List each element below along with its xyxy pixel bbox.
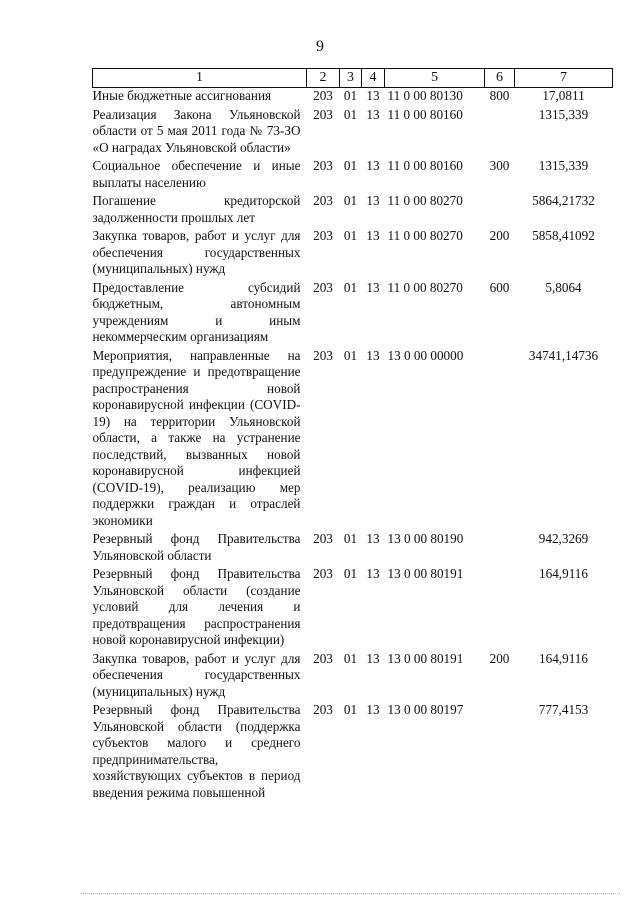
table-row [93, 348, 613, 532]
table-row [93, 88, 613, 107]
budget-table [92, 68, 613, 803]
row-subsection-cell: 13 [366, 531, 380, 546]
row-subsection-cell: 13 [366, 279, 380, 295]
table-row [93, 280, 613, 348]
row-gov-code-cell: 203 [313, 347, 333, 363]
row-name-cell: Резервный фонд Правительства Ульяновской области (поддержка субъектов малого и среднего предпринимательства, хозяйствующих субъектов в период введения режима повышенной [92, 702, 301, 800]
row-section-cell: 01 [343, 279, 358, 295]
row-name-cell: Мероприятия, направленные на предупреждение и предотвращение распространения новой коронавирусной инфекции (COVID-19) на территории Ульяновской области, а также на устранение последствий, вызванных новой коронавирусной инфекцией (COVID-19), реализацию мер поддержки граждан и отраслей экономики [92, 347, 301, 528]
column-header: 7 [515, 69, 613, 88]
row-amount-cell: 5858,41092 [532, 228, 595, 243]
row-gov-code-cell: 203 [313, 228, 333, 243]
row-amount-cell: 5864,21732 [532, 193, 595, 208]
column-header: 4 [362, 69, 385, 88]
row-target-article-cell: 13 0 00 80190 [387, 531, 464, 546]
row-subsection-cell: 13 [366, 158, 380, 173]
row-section-cell: 01 [343, 347, 358, 363]
row-amount-cell: 164,9116 [539, 650, 588, 666]
row-subsection-cell: 13 [366, 347, 380, 363]
row-expense-type-cell [485, 702, 515, 803]
row-subsection-cell: 13 [366, 106, 380, 122]
row-target-article-cell: 11 0 00 80160 [387, 106, 463, 122]
row-gov-code-cell: 203 [313, 650, 333, 666]
row-name-cell: Закупка товаров, работ и услуг для обеспечения государственных (муниципальных) нужд [92, 650, 301, 699]
column-header: 5 [385, 69, 485, 88]
row-expense-type-cell: 600 [489, 279, 510, 295]
table-row [93, 566, 613, 651]
row-subsection-cell: 13 [366, 88, 380, 103]
row-name-cell: Резервный фонд Правительства Ульяновской области (создание условий для лечения и предотвращения распространения новой коронавирусной инфекции) [92, 566, 301, 647]
row-name-cell: Реализация Закона Ульяновской области от 5 мая 2011 года № 73-ЗО «О наградах Ульяновской области» [92, 106, 301, 155]
column-header: 2 [307, 69, 340, 88]
row-expense-type-cell [485, 566, 515, 651]
row-expense-type-cell [485, 348, 515, 532]
row-target-article-cell: 11 0 00 80270 [387, 193, 463, 208]
row-section-cell: 01 [343, 702, 358, 717]
row-section-cell: 01 [343, 158, 358, 173]
page-bottom-divider [80, 893, 620, 894]
row-gov-code-cell: 203 [313, 193, 333, 208]
column-header: 1 [93, 69, 307, 88]
table-row [93, 107, 613, 159]
row-gov-code-cell: 203 [313, 702, 333, 717]
row-amount-cell: 5,8064 [545, 279, 582, 295]
row-target-article-cell: 13 0 00 80197 [387, 702, 464, 717]
row-expense-type-cell: 300 [489, 158, 510, 173]
header-row [93, 69, 613, 88]
row-name-cell: Предоставление субсидий бюджетным, автономным учреждениям и иным некоммерческим организациям [92, 279, 301, 344]
table-row [93, 651, 613, 703]
row-subsection-cell: 13 [366, 193, 380, 208]
table-row [93, 702, 613, 803]
column-header: 6 [485, 69, 515, 88]
row-amount-cell: 34741,14736 [528, 347, 599, 363]
row-target-article-cell: 13 0 00 80191 [387, 650, 464, 666]
column-header: 3 [340, 69, 362, 88]
row-amount-cell: 942,3269 [538, 531, 589, 546]
row-gov-code-cell: 203 [313, 531, 333, 546]
row-subsection-cell: 13 [366, 566, 380, 581]
row-expense-type-cell [485, 193, 515, 228]
row-section-cell: 01 [343, 650, 358, 666]
row-subsection-cell: 13 [366, 702, 380, 717]
row-target-article-cell: 13 0 00 80191 [387, 566, 464, 581]
row-expense-type-cell: 200 [489, 650, 510, 666]
table-row [93, 228, 613, 280]
row-name-cell: Резервный фонд Правительства Ульяновской области [92, 531, 301, 563]
row-gov-code-cell: 203 [313, 106, 333, 122]
row-target-article-cell: 13 0 00 00000 [387, 347, 464, 363]
row-gov-code-cell: 203 [313, 158, 333, 173]
row-section-cell: 01 [343, 88, 358, 103]
row-name-cell: Иные бюджетные ассигнования [92, 88, 272, 103]
row-section-cell: 01 [343, 531, 358, 546]
row-name-cell: Погашение кредиторской задолженности прошлых лет [92, 193, 301, 225]
row-gov-code-cell: 203 [313, 279, 333, 295]
row-target-article-cell: 11 0 00 80270 [387, 279, 463, 295]
row-expense-type-cell [485, 531, 515, 566]
table-row [93, 158, 613, 193]
row-name-cell: Социальное обеспечение и иные выплаты населению [92, 158, 301, 190]
page-number: 9 [316, 38, 324, 55]
row-target-article-cell: 11 0 00 80160 [387, 158, 463, 173]
row-subsection-cell: 13 [366, 650, 380, 666]
row-section-cell: 01 [343, 106, 358, 122]
row-target-article-cell: 11 0 00 80270 [387, 228, 463, 243]
row-section-cell: 01 [343, 228, 358, 243]
row-amount-cell: 1315,339 [538, 106, 589, 122]
row-expense-type-cell: 200 [489, 228, 510, 243]
table-row [93, 531, 613, 566]
row-amount-cell: 17,0811 [542, 88, 585, 103]
table-row [93, 193, 613, 228]
row-expense-type-cell [485, 107, 515, 159]
row-expense-type-cell: 800 [489, 88, 510, 103]
row-section-cell: 01 [343, 193, 358, 208]
row-target-article-cell: 11 0 00 80130 [387, 88, 463, 103]
row-section-cell: 01 [343, 566, 358, 581]
row-gov-code-cell: 203 [313, 566, 333, 581]
row-subsection-cell: 13 [366, 228, 380, 243]
row-gov-code-cell: 203 [313, 88, 333, 103]
row-amount-cell: 164,9116 [539, 566, 588, 581]
row-amount-cell: 777,4153 [538, 702, 589, 717]
row-name-cell: Закупка товаров, работ и услуг для обеспечения государственных (муниципальных) нужд [92, 228, 301, 276]
row-amount-cell: 1315,339 [538, 158, 589, 173]
